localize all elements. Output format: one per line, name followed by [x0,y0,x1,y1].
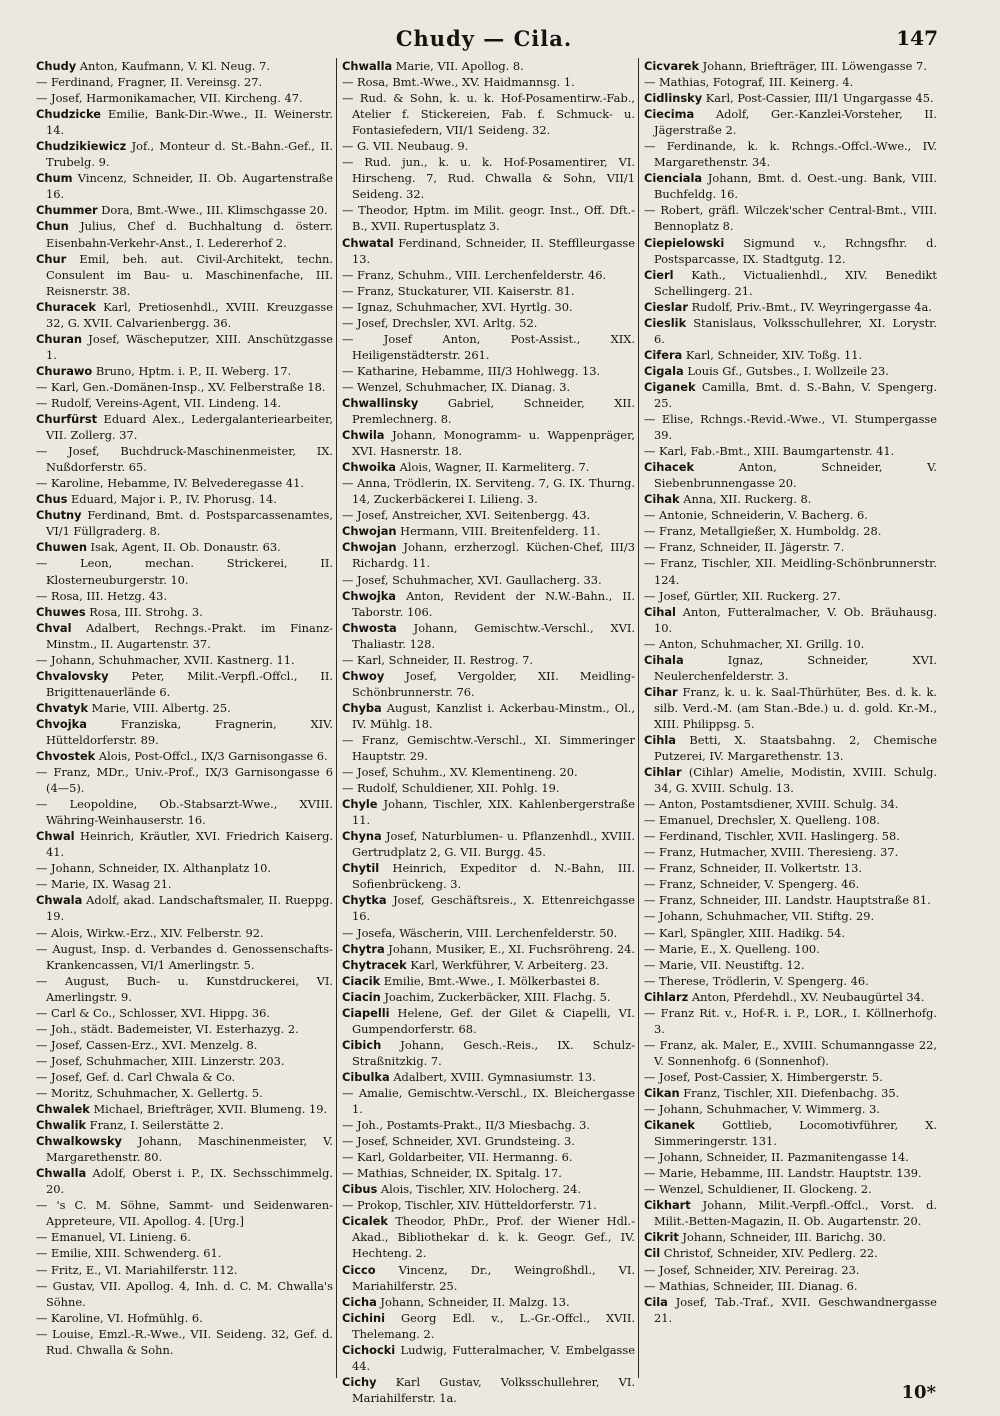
entry-surname: Chudy [36,59,77,73]
directory-entry: — Josef, Anstreicher, XVI. Seitenbergg. 43. [342,508,591,523]
directory-entry: — Wenzel, Schuhmacher, IX. Dianag. 3. [342,379,571,394]
entry-surname: Cichocki [342,1342,396,1357]
directory-entry: Chwojka Anton, Revident der N.W.-Bahn., II. Taborstr. 106. [342,588,635,619]
directory-entry: Cicco Vincenz, Dr., Weingroßhdl., VI. Mariahilferstr. 25. [342,1262,635,1293]
directory-entry: Chudzicke Emilie, Bank-Dir.-Wwe., II. Weinerstr. 14. [36,107,333,138]
directory-entry: — Mathias, Schneider, IX. Spitalg. 17. [342,1166,562,1181]
entry-surname: Chvalovsky [36,668,109,683]
directory-entry: Chvostek Alois, Post-Offcl., IX/3 Garnisongasse 6. [36,749,328,764]
directory-entry: — Josef, Gef. d. Carl Chwala & Co. [36,1069,236,1084]
directory-entry: Chur Emil, beh. aut. Civil-Architekt, techn. Consulent im Bau- u. Maschinenfache, III. Reisnerstr. 38. [36,251,333,298]
directory-entry: — Louise, Emzl.-R.-Wwe., VII. Seideng. 32, Gef. d. Rud. Chwalla & Sohn. [36,1326,333,1357]
directory-entry: — Franz, Gemischtw.-Verschl., XI. Simmeringer Hauptstr. 29. [342,732,635,764]
directory-entry: Chutny Ferdinand, Bmt. d. Postsparcassenamtes, VI/1 Füllgraderg. 8. [36,508,333,539]
directory-entry: Chuwes Rosa, III. Strohg. 3. [36,604,203,619]
directory-entry: — Robert, gräfl. Wilczek'scher Central-Bmt., VIII. Bennoplatz 8. [644,203,937,234]
directory-entry: Cigala Louis Gf., Gutsbes., I. Wollzeile 23. [644,363,889,378]
entry-surname: Chuwen [36,540,87,555]
directory-entry: Chus Eduard, Major i. P., IV. Phorusg. 14. [36,492,277,507]
directory-entry: Cicha Johann, Schneider, II. Malzg. 13. [342,1294,570,1309]
entry-surname: Cihacek [644,460,695,475]
directory-entry: — Josef Anton, Post-Assist., XIX. Heiligenstädterstr. 261. [342,331,635,362]
directory-entry: Chwoy Josef, Vergolder, XII. Meidling-Schönbrunnerstr. 76. [342,668,635,699]
directory-entry: — Marie, E., X. Quelleng. 100. [644,941,820,956]
directory-entry: Cichini Georg Edl. v., L.-Gr.-Offcl., XVII. Thelemang. 2. [342,1310,635,1341]
directory-entry: — Anna, Trödlerin, IX. Serviteng. 7, G. IX. Thurng. 14, Zuckerbäckerei I. Lilieng. 3. [342,476,635,507]
directory-entry: Cikanek Gottlieb, Locomotivführer, X. Simmeringerstr. 131. [644,1118,937,1149]
directory-entry: Cidlinsky Karl, Post-Cassier, III/1 Ungargasse 45. [644,91,934,106]
directory-entry: — Rosa, III. Hetzg. 43. [36,588,167,603]
directory-entry: Cihla Betti, X. Staatsbahng. 2, Chemische Putzerei, IV. Margarethenstr. 13. [644,732,937,764]
directory-entry: — Karl, Fab.-Bmt., XIII. Baumgartenstr. 41. [644,444,895,459]
directory-entry: Churan Josef, Wäscheputzer, XIII. Anschützgasse 1. [36,331,333,362]
entry-surname: Chuwes [36,604,86,619]
entry-surname: Chytil [342,861,380,876]
entry-surname: Chwojan [342,540,397,555]
entry-surname: Churacek [36,299,96,314]
directory-entry: — August, Insp. d. Verbandes d. Genossenschafts-Krankencassen, VI/1 Amerlingstr. 5. [36,941,333,972]
directory-entry: — Antonie, Schneiderin, V. Bacherg. 6. [644,508,868,523]
directory-entry: Chun Julius, Chef d. Buchhaltung d. österr. Eisenbahn-Verkehr-Anst., I. Ledererhof 2. [36,219,333,250]
directory-entry: Cihal Anton, Futteralmacher, V. Ob. Bräuhausg. 10. [644,604,937,635]
directory-entry: Cikrit Johann, Schneider, III. Barichg. 30. [644,1230,886,1245]
signature-mark: 10* [901,1382,936,1403]
directory-entry: Cieslar Rudolf, Priv.-Bmt., IV. Weyringergasse 4a. [644,299,932,314]
directory-entry: — Karoline, VI. Hofmühlg. 6. [36,1310,203,1325]
directory-entry: Chwalik Franz, I. Seilerstätte 2. [36,1118,224,1133]
directory-entry: — Franz, Schneider, II. Jägerstr. 7. [644,540,845,555]
directory-entry: — Josef, Schuhm., XV. Klementineng. 20. [342,765,578,780]
directory-entry: — Josef, Harmonikamacher, VII. Kircheng. 47. [36,91,303,106]
directory-entry: Cierl Kath., Victualienhdl., XIV. Benedikt Schellingerg. 21. [644,267,937,298]
directory-entry: Chummer Dora, Bmt.-Wwe., III. Klimschgasse 20. [36,203,328,218]
entry-surname: Ciepielowski [644,235,725,250]
directory-entry: — Leon, mechan. Strickerei, II. Klosterneuburgerstr. 10. [36,556,333,587]
entry-surname: Chwojan [342,524,397,539]
directory-entry: Chyba August, Kanzlist i. Ackerbau-Minstm., Ol., IV. Mühlg. 18. [342,700,635,731]
directory-entry: — Rud. jun., k. u. k. Hof-Posamentirer, VI. Hirscheng. 7, Rud. Chwalla & Sohn, VII/1 Seideng. 32. [342,155,635,202]
directory-entry: — Franz, Stuckaturer, VII. Kaiserstr. 81. [342,283,575,298]
directory-entry: Chwalek Michael, Briefträger, XVII. Blumeng. 19. [36,1102,328,1117]
entry-surname: Chwoika [342,460,396,475]
entry-surname: Chummer [36,203,98,218]
entry-surname: Churan [36,331,82,346]
entry-surname: Cihala [644,652,684,667]
directory-entry: — Katharine, Hebamme, III/3 Hohlwegg. 13. [342,363,601,378]
directory-entry: Cihlar (Cihlar) Amelie, Modistin, XVIII. Schulg. 34, G. XVIII. Schulg. 13. [644,765,937,796]
directory-entry: — Johann, Schuhmacher, VII. Stiftg. 29. [644,909,875,924]
directory-entry: Churawo Bruno, Hptm. i. P., II. Weberg. 17. [36,363,292,378]
directory-entry: Chuwen Isak, Agent, II. Ob. Donaustr. 63. [36,540,281,555]
entry-surname: Cicvarek [644,59,700,73]
directory-entry: — Franz, Schneider, III. Landstr. Hauptstraße 81. [644,893,931,908]
directory-entry: Chytil Heinrich, Expeditor d. N.-Bahn, III. Sofienbrückeng. 3. [342,861,635,892]
directory-entry: — Marie, Hebamme, III. Landstr. Hauptstr. 139. [644,1166,922,1181]
entry-surname: Ciacik [342,973,381,988]
directory-entry: — Franz, Schneider, V. Spengerg. 46. [644,877,860,892]
directory-entry: — Josef, Buchdruck-Maschinenmeister, IX. Nußdorferstr. 65. [36,444,333,475]
directory-entry: — Wenzel, Schuldiener, II. Glockeng. 2. [644,1182,872,1197]
directory-entry: Cichocki Ludwig, Futteralmacher, V. Embelgasse 44. [342,1342,635,1373]
entry-surname: Cichini [342,1310,386,1325]
directory-entry: — Theodor, Hptm. im Milit. geogr. Inst., Off. Dft.-B., XVII. Rupertusplatz 3. [342,203,635,234]
entry-surname: Cicco [342,1262,376,1277]
directory-entry: — Johann, Schuhmacher, XVII. Kastnerg. 11. [36,652,295,667]
entry-surname: Ciganek [644,379,696,394]
directory-entry: — Rosa, Bmt.-Wwe., XV. Haidmannsg. 1. [342,75,575,90]
directory-entry: Cicalek Theodor, PhDr., Prof. der Wiener Hdl.-Akad., Bibliothekar d. k. k. Geogr. Gef., IV. Hechteng. 2. [342,1214,635,1261]
directory-entry: — Josefa, Wäscherin, VIII. Lerchenfelderstr. 50. [342,925,618,940]
entry-surname: Cila [644,1294,668,1309]
entry-surname: Cihlarz [644,989,689,1004]
entry-surname: Chus [36,492,68,507]
entry-surname: Chvojka [36,716,87,731]
directory-entry: Chwoika Alois, Wagner, II. Karmeliterg. 7. [342,460,590,475]
directory-entry: — Anton, Postamtsdiener, XVIII. Schulg. 34. [644,797,899,812]
entry-surname: Chwalkowsky [36,1134,122,1149]
directory-entry: — Josef, Drechsler, XVI. Arltg. 52. [342,315,538,330]
directory-entry: — Josef, Schuhmacher, XIII. Linzerstr. 203. [36,1053,285,1068]
directory-entry: Cienciala Johann, Bmt. d. Oest.-ung. Bank, VIII. Buchfeldg. 16. [644,171,937,202]
directory-entry: — Rudolf, Schuldiener, XII. Pohlg. 19. [342,781,560,796]
entry-surname: Chwatal [342,235,394,250]
directory-entry: Chytracek Karl, Werkführer, V. Arbeiterg. 23. [342,957,609,972]
directory-entry: Churacek Karl, Pretiosenhdl., XVIII. Kreuzgasse 32, G. XVII. Calvarienbergg. 36. [36,299,333,330]
directory-entry: Chudzikiewicz Jof., Monteur d. St.-Bahn.-Gef., II. Trubelg. 9. [36,139,333,170]
directory-entry: Chwatal Ferdinand, Schneider, II. Stefflleurgasse 13. [342,235,635,266]
directory-entry: Cihacek Anton, Schneider, V. Siebenbrunnengasse 20. [644,460,937,491]
entry-surname: Cicalek [342,1214,388,1229]
directory-entry: — Rudolf, Vereins-Agent, VII. Lindeng. 14. [36,395,281,410]
directory-entry: Churfürst Eduard Alex., Ledergalanteriearbeiter, VII. Zollerg. 37. [36,412,333,443]
directory-entry: — Franz, Tischler, XII. Meidling-Schönbrunnerstr. 124. [644,556,937,587]
entry-surname: Cierl [644,267,674,282]
directory-entry: — Rud. & Sohn, k. u. k. Hof-Posamentirw.-Fab., Atelier f. Stickereien, Fab. f. Schmuck- u. Fontasiefedern, VII/1 Seideng. 32. [342,91,635,138]
directory-entry: — Karl, Spängler, XIII. Hadikg. 54. [644,925,846,940]
directory-entry: — Franz, Schneider, II. Volkertstr. 13. [644,861,862,876]
directory-entry: Chwalla Adolf, Oberst i. P., IX. Sechsschimmelg. 20. [36,1166,333,1197]
directory-entry: Chwojan Hermann, VIII. Breitenfelderg. 11. [342,524,601,539]
entry-surname: Chvostek [36,749,96,764]
directory-entry: — August, Buch- u. Kunstdruckerei, VI. Amerlingstr. 9. [36,973,333,1004]
directory-entry: Cihak Anna, XII. Ruckerg. 8. [644,492,812,507]
entry-surname: Ciapelli [342,1005,390,1020]
page-header [30,24,938,54]
directory-entry: Cichy Karl Gustav, Volksschullehrer, VI. Mariahilferstr. 1a. [342,1374,635,1405]
entry-surname: Ciecima [644,107,695,122]
entry-surname: Ciacin [342,989,381,1004]
directory-entry: Chwosta Johann, Gemischtw.-Verschl., XVI. Thaliastr. 128. [342,620,635,651]
page-number: 147 [896,26,938,50]
directory-entry: — Anton, Schuhmacher, XI. Grillg. 10. [644,636,865,651]
entry-surname: Cihla [644,732,676,747]
directory-entry: Chyna Josef, Naturblumen- u. Pflanzenhdl., XVIII. Gertrudplatz 2, G. VII. Burgg. 45. [342,829,635,860]
entry-surname: Chwalik [36,1118,87,1133]
directory-entry: — Karl, Gen.-Domänen-Insp., XV. Felberstraße 18. [36,379,326,394]
entry-surname: Chwallinsky [342,395,419,410]
directory-entry: — Franz, Schuhm., VIII. Lerchenfelderstr. 46. [342,267,607,282]
entry-surname: Cigala [644,363,684,378]
directory-entry: Chum Vincenz, Schneider, II. Ob. Augartenstraße 16. [36,171,333,202]
entry-surname: Chwalek [36,1102,90,1117]
entry-surname: Chyba [342,700,382,715]
entry-surname: Chytracek [342,957,407,972]
entry-surname: Chum [36,171,73,186]
directory-entry: Cifera Karl, Schneider, XIV. Toßg. 11. [644,347,863,362]
directory-entry: Chwala Adolf, akad. Landschaftsmaler, II. Rueppg. 19. [36,893,333,924]
entry-surname: Chwalla [36,1166,87,1181]
directory-entry: Cil Christof, Schneider, XIV. Pedlerg. 22. [644,1246,878,1261]
entry-surname: Chwal [36,829,75,844]
directory-entry: — Josef, Cassen-Erz., XVI. Menzelg. 8. [36,1037,258,1052]
directory-entry: — Gustav, VII. Apollog. 4, Inh. d. C. M. Chwalla's Söhne. [36,1278,333,1309]
directory-entry: — Fritz, E., VI. Mariahilferstr. 112. [36,1262,238,1277]
directory-entry: — Johann, Schneider, IX. Althanplatz 10. [36,861,271,876]
entry-surname: Cidlinsky [644,91,703,106]
directory-entry: — Ferdinand, Fragner, II. Vereinsg. 27. [36,75,263,90]
directory-entry: Chvojka Franziska, Fragnerin, XIV. Hütteldorferstr. 89. [36,716,333,747]
directory-entry: Cikan Franz, Tischler, XII. Diefenbachg. 35. [644,1086,900,1100]
directory-entry: Cibich Johann, Gesch.-Reis., IX. Schulz-Straßnitzkig. 7. [342,1037,635,1068]
directory-entry: — Ferdinande, k. k. Rchngs.-Offcl.-Wwe., IV. Margarethenstr. 34. [644,139,937,170]
column-1 [34,58,336,1378]
page-title: Chudy — Cila. [395,26,573,51]
directory-entry: — Carl & Co., Schlosser, XVI. Hippg. 36. [36,1005,270,1020]
directory-entry: — Josef, Post-Cassier, X. Himbergerstr. 5. [644,1069,883,1084]
directory-entry: Cihlarz Anton, Pferdehdl., XV. Neubaugürtel 34. [644,989,925,1004]
directory-entry: Cihala Ignaz, Schneider, XVI. Neulerchenfelderstr. 3. [644,652,937,683]
entry-surname: Chun [36,219,69,234]
directory-entry: Chwalkowsky Johann, Maschinenmeister, V. Margarethenstr. 80. [36,1134,333,1165]
entry-surname: Cichy [342,1374,377,1389]
directory-entry: — Marie, VII. Neustiftg. 12. [644,957,805,972]
directory-entry: — Prokop, Tischler, XIV. Hütteldorferstr. 71. [342,1198,597,1213]
entry-surname: Churfürst [36,412,98,427]
directory-entry: — Elise, Rchngs.-Revid.-Wwe., VI. Stumpergasse 39. [644,412,937,443]
entry-surname: Chutny [36,508,82,523]
directory-entry: — Joh., städt. Bademeister, VI. Esterhazyg. 2. [36,1021,299,1036]
entry-surname: Cil [644,1246,661,1261]
directory-entry: — Alois, Wirkw.-Erz., XIV. Felberstr. 92. [36,925,264,940]
directory-entry: — Joh., Postamts-Prakt., II/3 Miesbachg. 3. [342,1118,591,1133]
directory-entry: Chytka Josef, Geschäftsreis., X. Ettenreichgasse 16. [342,893,635,924]
entry-surname: Chval [36,620,72,635]
entry-surname: Chyle [342,797,378,812]
entry-surname: Chytka [342,893,387,908]
entry-surname: Cibus [342,1182,378,1197]
directory-entry: — Mathias, Fotograf, III. Keinerg. 4. [644,75,854,90]
directory-entry: — Franz, Metallgießer, X. Humboldg. 28. [644,524,882,539]
directory-entry: Chyle Johann, Tischler, XIX. Kahlenbergerstraße 11. [342,797,635,828]
directory-entry: — Franz, MDr., Univ.-Prof., IX/3 Garnisongasse 6 (4—5). [36,765,333,796]
directory-entry: Cibus Alois, Tischler, XIV. Holocherg. 24. [342,1182,581,1197]
directory-entry: — Josef, Schneider, XIV. Pereirag. 23. [644,1262,860,1277]
entry-surname: Cihar [644,684,678,699]
directory-entry: — Emanuel, Drechsler, X. Quelleng. 108. [644,813,880,828]
entry-surname: Chyna [342,829,382,844]
directory-entry: Chwila Johann, Monogramm- u. Wappenpräger, XVI. Hasnerstr. 18. [342,428,635,459]
entry-surname: Chvatyk [36,700,89,715]
entry-surname: Chwala [36,893,83,908]
entry-surname: Cifera [644,347,683,362]
directory-entry: Chvalovsky Peter, Milit.-Verpfl.-Offcl., II. Brigittenauerlände 6. [36,668,333,699]
directory-entry: Chudy Anton, Kaufmann, V. Kl. Neug. 7. [36,59,271,73]
entry-surname: Cikanek [644,1118,695,1133]
entry-surname: Cihlar [644,765,682,780]
entry-surname: Chwila [342,428,385,443]
directory-entry: — Karoline, Hebamme, IV. Belvederegasse 41. [36,476,304,491]
entry-surname: Cieslar [644,299,688,314]
directory-entry: — Johann, Schneider, II. Pazmanitengasse 14. [644,1150,909,1165]
directory-entry: Cila Josef, Tab.-Traf., XVII. Geschwandnergasse 21. [644,1294,937,1325]
entry-surname: Chudzicke [36,107,102,122]
directory-entry: — Moritz, Schuhmacher, X. Gellertg. 5. [36,1086,263,1100]
entry-surname: Cieslik [644,315,687,330]
directory-entry: — Karl, Goldarbeiter, VII. Hermanng. 6. [342,1150,573,1165]
directory-entry: — Franz, ak. Maler, E., XVIII. Schumanngasse 22, V. Sonnenhofg. 6 (Sonnenhof). [644,1037,937,1068]
directory-entry: Ciganek Camilla, Bmt. d. S.-Bahn, V. Spengerg. 25. [644,379,937,410]
entry-surname: Cibich [342,1037,382,1052]
directory-entry: Ciepielowski Sigmund v., Rchngsfhr. d. Postsparcasse, IX. Stadtgutg. 12. [644,235,937,266]
directory-entry: Chvatyk Marie, VIII. Albertg. 25. [36,700,231,715]
directory-entry: — Johann, Schuhmacher, V. Wimmerg. 3. [644,1102,880,1117]
directory-entry: — Franz, Hutmacher, XVIII. Theresieng. 37. [644,845,899,860]
directory-entry: — Franz Rit. v., Hof-R. i. P., LOR., I. Köllnerhofg. 3. [644,1005,937,1036]
entry-surname: Cihak [644,492,680,507]
entry-columns [34,58,940,1405]
directory-entry: — Leopoldine, Ob.-Stabsarzt-Wwe., XVIII. Währing-Weinhauserstr. 16. [36,797,333,828]
directory-entry: — G. VII. Neubaug. 9. [342,139,469,154]
entry-surname: Chudzikiewicz [36,139,127,154]
directory-entry: Cibulka Adalbert, XVIII. Gymnasiumstr. 13. [342,1069,596,1084]
directory-entry: Ciacin Joachim, Zuckerbäcker, XIII. Flachg. 5. [342,989,611,1004]
directory-entry: Cihar Franz, k. u. k. Saal-Thürhüter, Bes. d. k. k. silb. Verd.-M. (am Stan.-Bde.) u. d. gold. Kr.-M., XIII. Philippsg. 5. [644,684,937,731]
directory-entry: Cieslik Stanislaus, Volksschullehrer, XI. Lorystr. 6. [644,315,937,346]
entry-surname: Chytra [342,941,385,956]
entry-surname: Cienciala [644,171,703,186]
directory-entry: — Josef, Gürtler, XII. Ruckerg. 27. [644,588,841,603]
entry-surname: Cicha [342,1294,377,1309]
directory-entry: Chval Adalbert, Rechngs.-Prakt. im Finanz-Minstm., II. Augartenstr. 37. [36,620,333,651]
entry-surname: Cihal [644,604,676,619]
entry-surname: Cikhart [644,1198,691,1213]
directory-entry: Ciecima Adolf, Ger.-Kanzlei-Vorsteher, II. Jägerstraße 2. [644,107,937,138]
entry-surname: Chwalla [342,59,393,73]
column-2 [336,58,638,1405]
directory-entry: Ciacik Emilie, Bmt.-Wwe., I. Mölkerbastei 8. [342,973,600,988]
directory-entry: Chwallinsky Gabriel, Schneider, XII. Premlechnerg. 8. [342,395,635,427]
directory-entry: — Karl, Schneider, II. Restrog. 7. [342,652,534,667]
directory-entry: — Ferdinand, Tischler, XVII. Haslingerg. 58. [644,829,900,844]
directory-entry: — Mathias, Schneider, III. Dianag. 6. [644,1278,858,1293]
directory-entry: Chwalla Marie, VII. Apollog. 8. [342,59,524,73]
column-3 [638,58,940,1378]
directory-entry: Chwal Heinrich, Kräutler, XVI. Friedrich Kaiserg. 41. [36,829,333,860]
directory-entry: — Emilie, XIII. Schwenderg. 61. [36,1246,222,1261]
directory-entry: Chwojan Johann, erzherzogl. Küchen-Chef, III/3 Richardg. 11. [342,540,635,571]
directory-entry: — 's C. M. Söhne, Sammt- und Seidenwaren-Appreteure, VII. Apollog. 4. [Urg.] [36,1198,333,1229]
directory-entry: Chytra Johann, Musiker, E., XI. Fuchsröhreng. 24. [342,941,635,956]
directory-entry: Cikhart Johann, Milit.-Verpfl.-Offcl., Vorst. d. Milit.-Betten-Magazin, II. Ob. Augartenstr. 20. [644,1198,937,1229]
directory-entry: Ciapelli Helene, Gef. der Gilet & Ciapelli, VI. Gumpendorferstr. 68. [342,1005,635,1036]
directory-entry: — Marie, IX. Wasag 21. [36,877,172,892]
entry-surname: Cibulka [342,1069,390,1084]
entry-surname: Chwoy [342,668,385,683]
directory-entry: Cicvarek Johann, Briefträger, III. Löwengasse 7. [644,59,927,73]
directory-entry: — Emanuel, VI. Linieng. 6. [36,1230,191,1245]
directory-entry: — Josef, Schneider, XVI. Grundsteing. 3. [342,1134,575,1149]
directory-entry: — Amalie, Gemischtw.-Verschl., IX. Bleichergasse 1. [342,1086,635,1117]
entry-surname: Churawo [36,363,93,378]
entry-surname: Chur [36,251,67,266]
directory-entry: — Josef, Schuhmacher, XVI. Gaullacherg. 33. [342,572,602,587]
entry-surname: Chwojka [342,588,396,603]
entry-surname: Chwosta [342,620,397,635]
directory-entry: — Therese, Trödlerin, V. Spengerg. 46. [644,973,869,988]
entry-surname: Cikan [644,1086,680,1100]
entry-surname: Cikrit [644,1230,679,1245]
directory-entry: — Ignaz, Schuhmacher, XVI. Hyrtlg. 30. [342,299,573,314]
